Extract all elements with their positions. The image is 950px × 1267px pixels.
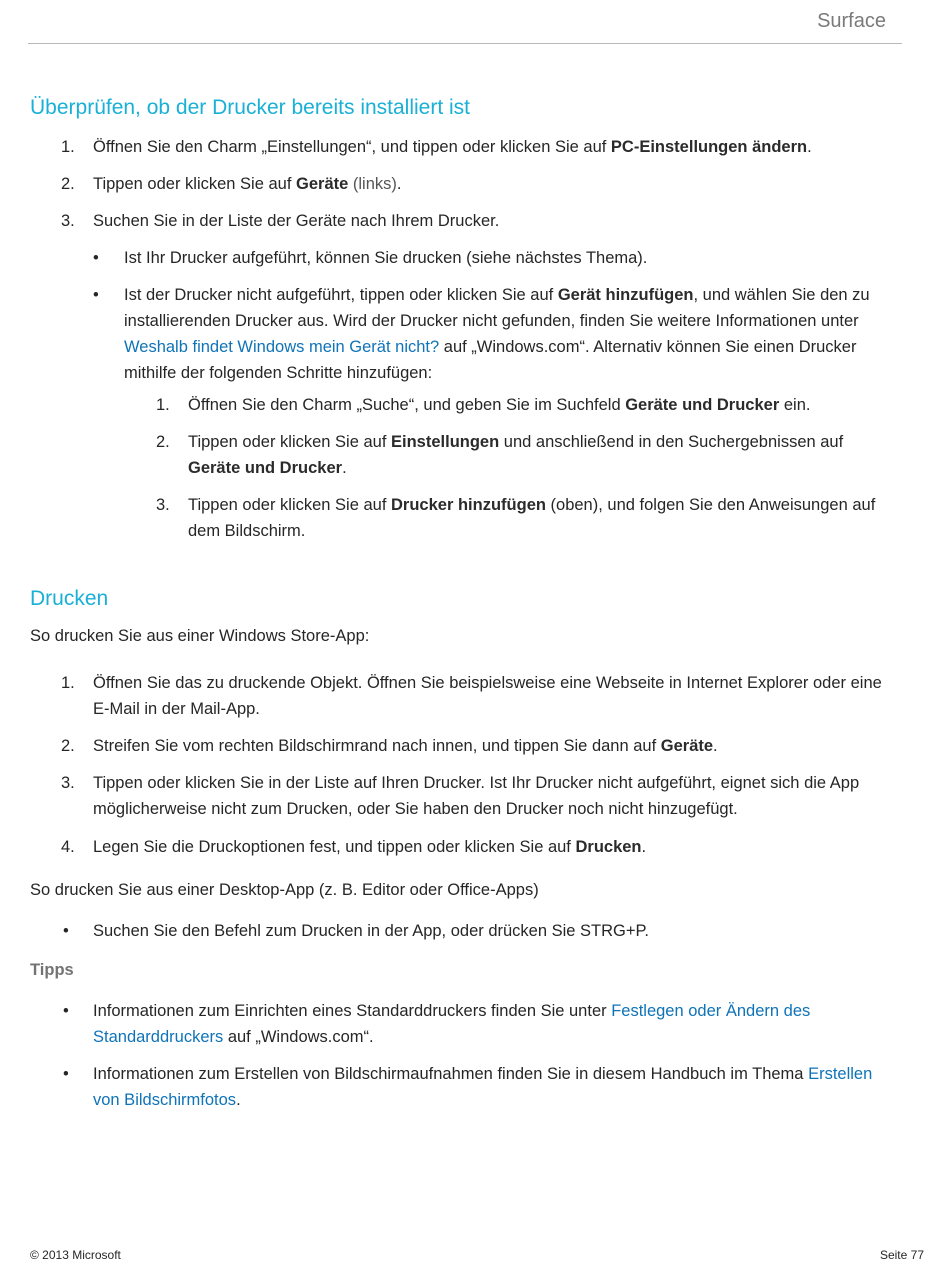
bullet-text: Ist der Drucker nicht aufgeführt, tippen oder klicken Sie auf	[124, 286, 558, 304]
list-number: 3.	[156, 496, 170, 514]
intro-store-app: So drucken Sie aus einer Windows Store-App:	[30, 627, 370, 645]
step-text: .	[342, 459, 347, 477]
step-gray-text: (links)	[348, 175, 397, 193]
step-bold-text: Drucker hinzufügen	[391, 496, 546, 514]
list-item	[61, 770, 891, 822]
bullet-text: auf „Windows.com“. Alternativ können Sie einen Drucker mithilfe der folgenden Schritte hinzufügen:	[124, 338, 857, 382]
step-text: .	[713, 737, 718, 755]
list-item	[156, 429, 896, 481]
list-number: 1.	[61, 138, 75, 156]
list-number: 2.	[156, 433, 170, 451]
list-item	[61, 208, 891, 234]
list-number: 3.	[61, 212, 75, 230]
step-text: Öffnen Sie den Charm „Einstellungen“, und tippen oder klicken Sie auf	[93, 138, 611, 156]
list-number: 1.	[156, 396, 170, 414]
bullet-text: Ist Ihr Drucker aufgeführt, können Sie drucken (siehe nächstes Thema).	[124, 249, 648, 267]
bullet-icon: •	[63, 1002, 69, 1020]
bullet-icon: •	[63, 1065, 69, 1083]
step-text: Tippen oder klicken Sie in der Liste auf Ihren Drucker. Ist Ihr Drucker nicht aufgeführt, eignet sich die App möglicherweise nicht zum Drucken, oder Sie haben den Drucker noch nicht hinzugefügt.	[93, 774, 860, 818]
brand-logo: Surface	[817, 10, 886, 32]
link-device-not-found[interactable]: Weshalb findet Windows mein Gerät nicht?	[124, 338, 440, 356]
step-text: (oben), und folgen Sie den Anweisungen auf dem Bildschirm.	[188, 496, 876, 540]
bullet-bold-text: Gerät hinzufügen	[557, 286, 694, 304]
step-text: und anschließend in den Suchergebnissen auf	[499, 433, 844, 451]
list-item	[61, 733, 891, 759]
step-text: Suchen Sie in der Liste der Geräte nach Ihrem Drucker.	[93, 212, 500, 230]
step-bold-text: Drucken	[575, 838, 642, 856]
list-item	[156, 392, 896, 418]
bullet-icon: •	[63, 922, 69, 940]
step-text: Streifen Sie vom rechten Bildschirmrand nach innen, und tippen Sie dann auf	[93, 737, 661, 755]
step-bold-text: Geräte	[296, 175, 349, 193]
footer-page-number: Seite 77	[879, 1248, 924, 1262]
bullet-text: Informationen zum Erstellen von Bildschirmaufnahmen finden Sie in diesem Handbuch im Thema	[93, 1065, 809, 1083]
list-item	[156, 492, 896, 544]
section-heading-printer-installed: Überprüfen, ob der Drucker bereits installiert ist	[30, 96, 471, 119]
list-item	[61, 834, 891, 860]
step-bold-text: Einstellungen	[391, 433, 500, 451]
link-screenshots[interactable]: Erstellen von Bildschirmfotos	[93, 1065, 873, 1109]
bullet-text: Suchen Sie den Befehl zum Drucken in der App, oder drücken Sie STRG+P.	[93, 922, 649, 940]
step-text: Öffnen Sie das zu druckende Objekt. Öffnen Sie beispielsweise eine Webseite in Internet Explorer oder eine E-Mail in der Mail-App.	[93, 674, 882, 718]
step-text: .	[807, 138, 812, 156]
step-text: .	[396, 175, 402, 193]
bullet-text: , und wählen Sie den zu installierenden Drucker aus. Wird der Drucker nicht gefunden, finden Sie weitere Informationen unter	[124, 286, 870, 330]
bullet-icon: •	[93, 286, 99, 304]
bullet-text: auf „Windows.com“.	[223, 1028, 374, 1046]
bullet-icon: •	[93, 249, 99, 267]
list-item	[91, 245, 901, 271]
step-text: Tippen oder klicken Sie auf	[93, 175, 297, 193]
section-heading-drucken: Drucken	[30, 587, 109, 610]
list-number: 2.	[61, 737, 75, 755]
list-item	[91, 282, 901, 386]
footer-copyright: © 2013 Microsoft	[30, 1248, 121, 1262]
step-text: .	[641, 838, 647, 856]
list-item	[61, 670, 891, 722]
list-number: 2.	[61, 175, 75, 193]
step-text: Tippen oder klicken Sie auf	[188, 433, 392, 451]
step-text: Tippen oder klicken Sie auf	[188, 496, 392, 514]
list-item	[61, 134, 891, 160]
step-text: Öffnen Sie den Charm „Suche“, und geben Sie im Suchfeld	[188, 396, 626, 414]
intro-desktop-app: So drucken Sie aus einer Desktop-App (z. B. Editor oder Office-Apps)	[30, 881, 539, 899]
step-bold-text: Geräte und Drucker	[625, 396, 780, 414]
step-bold-text: Geräte und Drucker	[188, 459, 343, 477]
list-item	[61, 918, 891, 944]
bullet-text: .	[236, 1091, 241, 1109]
list-item	[61, 998, 891, 1050]
page-header	[0, 0, 950, 46]
step-bold-text: Geräte	[660, 737, 714, 755]
step-bold-text: PC-Einstellungen ändern	[610, 138, 808, 156]
step-text: ein.	[779, 396, 811, 414]
list-number: 4.	[61, 838, 75, 856]
list-number: 1.	[61, 674, 75, 692]
tips-label: Tipps	[30, 961, 74, 979]
list-item	[61, 171, 891, 197]
bullet-text: Informationen zum Einrichten eines Standarddruckers finden Sie unter	[93, 1002, 612, 1020]
step-text: Legen Sie die Druckoptionen fest, und tippen oder klicken Sie auf	[93, 838, 576, 856]
list-item	[61, 1061, 891, 1113]
link-default-printer[interactable]: Festlegen oder Ändern des Standarddruckers	[93, 1002, 811, 1046]
header-divider	[28, 43, 902, 44]
list-number: 3.	[61, 774, 75, 792]
